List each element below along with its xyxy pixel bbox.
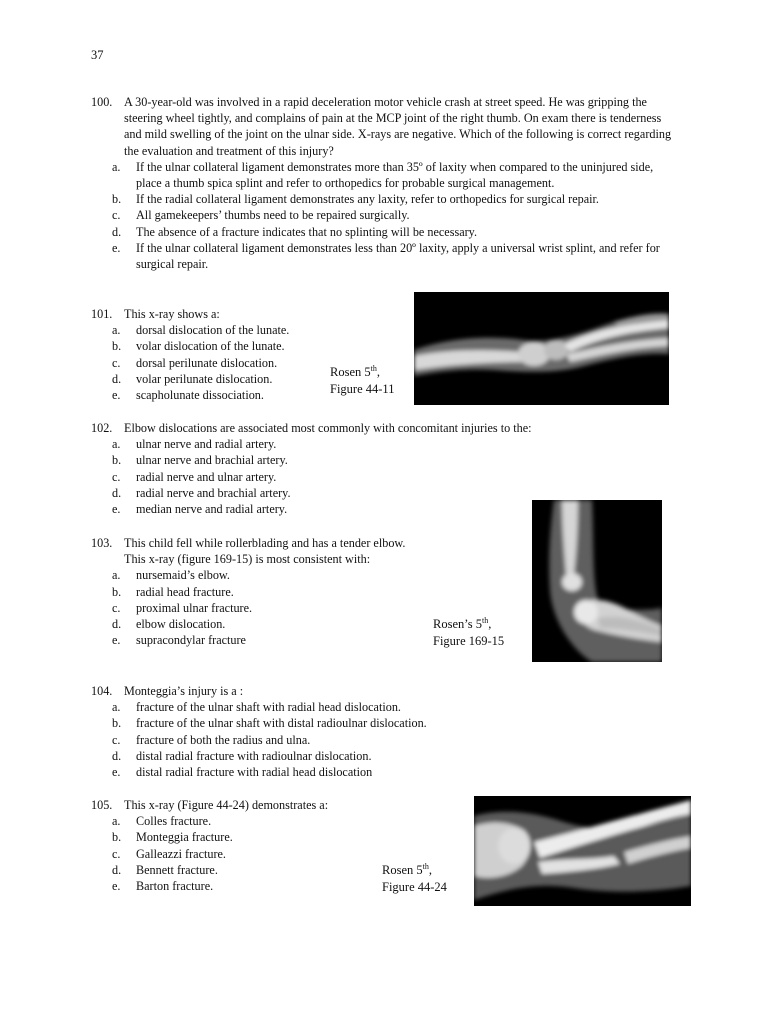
answer-option <box>91 732 681 748</box>
question-number: 105. <box>91 798 113 812</box>
caption-text: Rosen 5 <box>382 863 423 877</box>
option-text: fracture of both the radius and ulna. <box>136 732 311 747</box>
question-text: This x-ray shows a: <box>124 307 220 321</box>
answer-option <box>91 452 681 468</box>
option-text: Colles fracture. <box>136 814 212 829</box>
option-text: ulnar nerve and brachial artery. <box>136 453 288 468</box>
answer-option <box>91 846 381 862</box>
caption-figure-number: Figure 169-15 <box>433 634 505 648</box>
option-letter: b. <box>112 830 122 845</box>
option-text: All gamekeepers’ thumbs need to be repaired surgically. <box>136 208 410 223</box>
answer-option <box>91 715 681 731</box>
option-letter: a. <box>112 159 121 174</box>
option-text: If the ulnar collateral ligament demonstrates less than 20º laxity, apply a universal wrist splint, and refer for surgical repair. <box>136 240 660 272</box>
option-text: The absence of a fracture indicates that no splinting will be necessary. <box>136 224 478 239</box>
option-letter: a. <box>112 814 121 829</box>
caption-superscript: th <box>370 363 377 373</box>
option-letter: b. <box>112 192 122 207</box>
answer-option <box>91 616 407 632</box>
option-text: radial nerve and ulnar artery. <box>136 469 277 484</box>
question-text: Monteggia’s injury is a : <box>124 684 244 698</box>
option-letter: b. <box>112 339 122 354</box>
option-letter: b. <box>112 584 122 599</box>
xray-image-child-elbow <box>532 500 662 662</box>
option-text: Bennett fracture. <box>136 862 218 877</box>
option-text: nursemaid’s elbow. <box>136 568 230 583</box>
option-letter: d. <box>112 371 122 386</box>
answer-option <box>91 159 676 191</box>
caption-text: , <box>488 617 492 631</box>
answer-option <box>91 878 381 894</box>
question-104 <box>91 683 681 780</box>
answer-option <box>91 813 381 829</box>
caption-superscript: th <box>422 861 429 871</box>
option-letter: d. <box>112 748 122 763</box>
answer-option <box>91 862 381 878</box>
answer-option <box>91 224 676 240</box>
caption-text: Rosen’s 5 <box>433 617 482 631</box>
question-number: 102. <box>91 421 113 435</box>
option-letter: c. <box>112 208 121 223</box>
option-text: supracondylar fracture <box>136 633 246 648</box>
question-105 <box>91 797 381 894</box>
option-letter: a. <box>112 700 121 715</box>
caption-superscript: th <box>481 615 489 625</box>
caption-figure-number: Figure 44-24 <box>382 880 447 894</box>
answer-option <box>91 748 681 764</box>
option-letter: e. <box>112 502 121 517</box>
option-text: distal radial fracture with radial head dislocation <box>136 765 373 780</box>
caption-text: Rosen 5 <box>330 365 371 379</box>
question-text: This child fell while rollerblading and has a tender elbow. This x-ray (figure 169-15) is most consistent with: <box>124 536 406 567</box>
option-letter: a. <box>112 437 121 452</box>
question-stem <box>91 94 676 159</box>
caption-text: , <box>428 863 432 877</box>
figure-caption-44-24 <box>382 862 447 896</box>
option-letter: c. <box>112 846 121 861</box>
answer-option <box>91 764 681 780</box>
option-letter: c. <box>112 469 121 484</box>
answer-option <box>91 567 407 583</box>
option-text: ulnar nerve and radial artery. <box>136 437 277 452</box>
option-text: radial head fracture. <box>136 584 234 599</box>
answer-option <box>91 632 407 648</box>
answer-option <box>91 240 676 272</box>
option-letter: e. <box>112 240 121 255</box>
option-text: Monteggia fracture. <box>136 830 233 845</box>
question-number: 103. <box>91 536 113 550</box>
option-letter: e. <box>112 633 121 648</box>
option-text: distal radial fracture with radioulnar dislocation. <box>136 748 372 763</box>
answer-option <box>91 600 407 616</box>
option-text: fracture of the ulnar shaft with radial head dislocation. <box>136 700 401 715</box>
option-letter: c. <box>112 732 121 747</box>
question-stem <box>91 683 681 699</box>
option-text: volar dislocation of the lunate. <box>136 339 285 354</box>
question-number: 104. <box>91 684 113 698</box>
answer-option <box>91 469 681 485</box>
option-letter: a. <box>112 568 121 583</box>
question-stem <box>91 420 681 436</box>
answer-option <box>91 699 681 715</box>
option-letter: b. <box>112 453 122 468</box>
option-letter: b. <box>112 716 122 731</box>
option-text: radial nerve and brachial artery. <box>136 485 291 500</box>
option-letter: d. <box>112 617 122 632</box>
answer-option <box>91 829 381 845</box>
question-stem <box>91 535 407 567</box>
answer-option <box>91 584 407 600</box>
question-stem <box>91 306 411 322</box>
figure-caption-44-11 <box>330 364 394 398</box>
answer-option <box>91 191 676 207</box>
question-number: 101. <box>91 307 113 321</box>
option-text: If the ulnar collateral ligament demonstrates more than 35º of laxity when compared to the uninjured side, place a thumb spica splint and refer to orthopedics for probable surgical management. <box>136 159 654 191</box>
option-text: volar perilunate dislocation. <box>136 371 273 386</box>
option-text: If the radial collateral ligament demonstrates any laxity, refer to orthopedics for surgical repair. <box>136 192 599 207</box>
answer-option <box>91 436 681 452</box>
question-number: 100. <box>91 95 113 109</box>
option-text: Galleazzi fracture. <box>136 846 226 861</box>
option-text: scapholunate dissociation. <box>136 388 264 403</box>
page-number: 37 <box>91 48 104 62</box>
option-letter: d. <box>112 224 122 239</box>
caption-text: , <box>376 365 380 379</box>
caption-figure-number: Figure 44-11 <box>330 382 395 396</box>
question-100 <box>91 94 676 272</box>
question-stem <box>91 797 381 813</box>
question-text: A 30-year-old was involved in a rapid deceleration motor vehicle crash at street speed. He was gripping the steering wheel tightly, and complains of pain at the MCP joint of the right thumb. On exam there is tenderness and mild swelling of the joint on the ulnar side. X-rays are negative. Which of the following is correct regarding the evaluation and treatment of this injury? <box>124 95 672 158</box>
answer-option <box>91 207 676 223</box>
option-text: dorsal dislocation of the lunate. <box>136 323 290 338</box>
option-letter: a. <box>112 323 121 338</box>
option-text: proximal ulnar fracture. <box>136 600 253 615</box>
option-text: dorsal perilunate dislocation. <box>136 355 278 370</box>
answer-option <box>91 338 411 354</box>
option-letter: e. <box>112 879 121 894</box>
question-103 <box>91 535 407 648</box>
option-text: elbow dislocation. <box>136 617 226 632</box>
xray-image-forearm-fracture <box>474 796 691 906</box>
answer-option <box>91 322 411 338</box>
answer-option <box>91 485 681 501</box>
option-text: fracture of the ulnar shaft with distal radioulnar dislocation. <box>136 716 427 731</box>
question-text: Elbow dislocations are associated most commonly with concomitant injuries to the: <box>124 421 532 435</box>
option-letter: d. <box>112 862 122 877</box>
question-text: This x-ray (Figure 44-24) demonstrates a: <box>124 798 329 812</box>
option-letter: d. <box>112 485 122 500</box>
option-letter: c. <box>112 355 121 370</box>
option-letter: c. <box>112 600 121 615</box>
xray-image-wrist-lateral <box>414 292 669 405</box>
option-text: Barton fracture. <box>136 879 214 894</box>
option-letter: e. <box>112 388 121 403</box>
option-letter: e. <box>112 765 121 780</box>
option-text: median nerve and radial artery. <box>136 502 288 517</box>
figure-caption-169-15 <box>433 616 504 650</box>
